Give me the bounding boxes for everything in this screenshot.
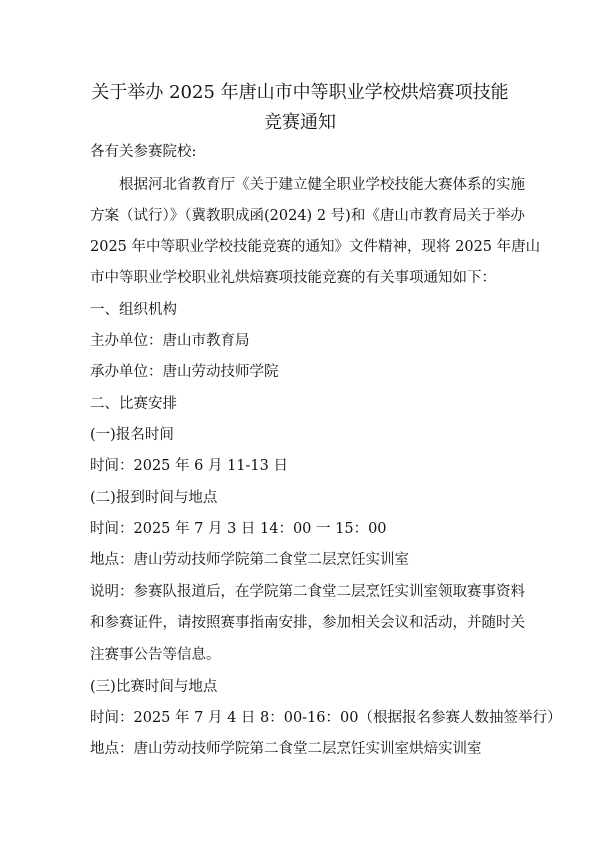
host-line: 承办单位：唐山劳动技师学院	[90, 364, 279, 380]
section-heading-schedule: 二、比赛安排	[90, 396, 177, 412]
registration-heading: (一)报名时间	[90, 427, 174, 443]
intro-line: 根据河北省教育厅《关于建立健全职业学校技能大赛体系的实施	[119, 177, 525, 193]
registration-time: 时间：2025 年 6 月 11-13 日	[90, 458, 288, 474]
intro-line: 市中等职业学校职业礼烘焙赛项技能竞赛的有关事项通知如下：	[90, 270, 496, 286]
organizer-line: 主办单位：唐山市教育局	[90, 333, 250, 349]
competition-time: 时间：2025 年 7 月 4 日 8：00-16：00（根据报名参赛人数抽签举行）	[90, 710, 562, 726]
checkin-time: 时间：2025 年 7 月 3 日 14：00 一 15：00	[90, 521, 387, 537]
competition-place: 地点：唐山劳动技师学院第二食堂二层烹饪实训室烘焙实训室	[90, 741, 482, 757]
intro-line: 2025 年中等职业学校技能竞赛的通知》文件精神，现将 2025 年唐山	[90, 239, 541, 255]
section-heading-organization: 一、组织机构	[90, 302, 177, 318]
checkin-place: 地点：唐山劳动技师学院第二食堂二层烹饪实训室	[90, 552, 409, 568]
competition-heading: (三)比赛时间与地点	[90, 679, 218, 695]
checkin-heading: (二)报到时间与地点	[90, 490, 218, 506]
notice-title-line-1: 关于举办 2025 年唐山市中等职业学校烘焙赛项技能	[91, 82, 509, 103]
notice-title-line-2: 竞赛通知	[264, 112, 336, 133]
checkin-note-line: 说明：参赛队报道后，在学院第二食堂二层烹饪实训室领取赛事资料	[90, 584, 525, 600]
salutation: 各有关参赛院校:	[90, 144, 197, 160]
checkin-note-line: 和参赛证件，请按照赛事指南安排，参加相关会议和活动，并随时关	[90, 615, 525, 631]
intro-line: 方案（试行）》（冀教职成函(2024) 2 号)和《唐山市教育局关于举办	[90, 208, 525, 224]
checkin-note-line: 注赛事公告等信息。	[90, 647, 221, 663]
